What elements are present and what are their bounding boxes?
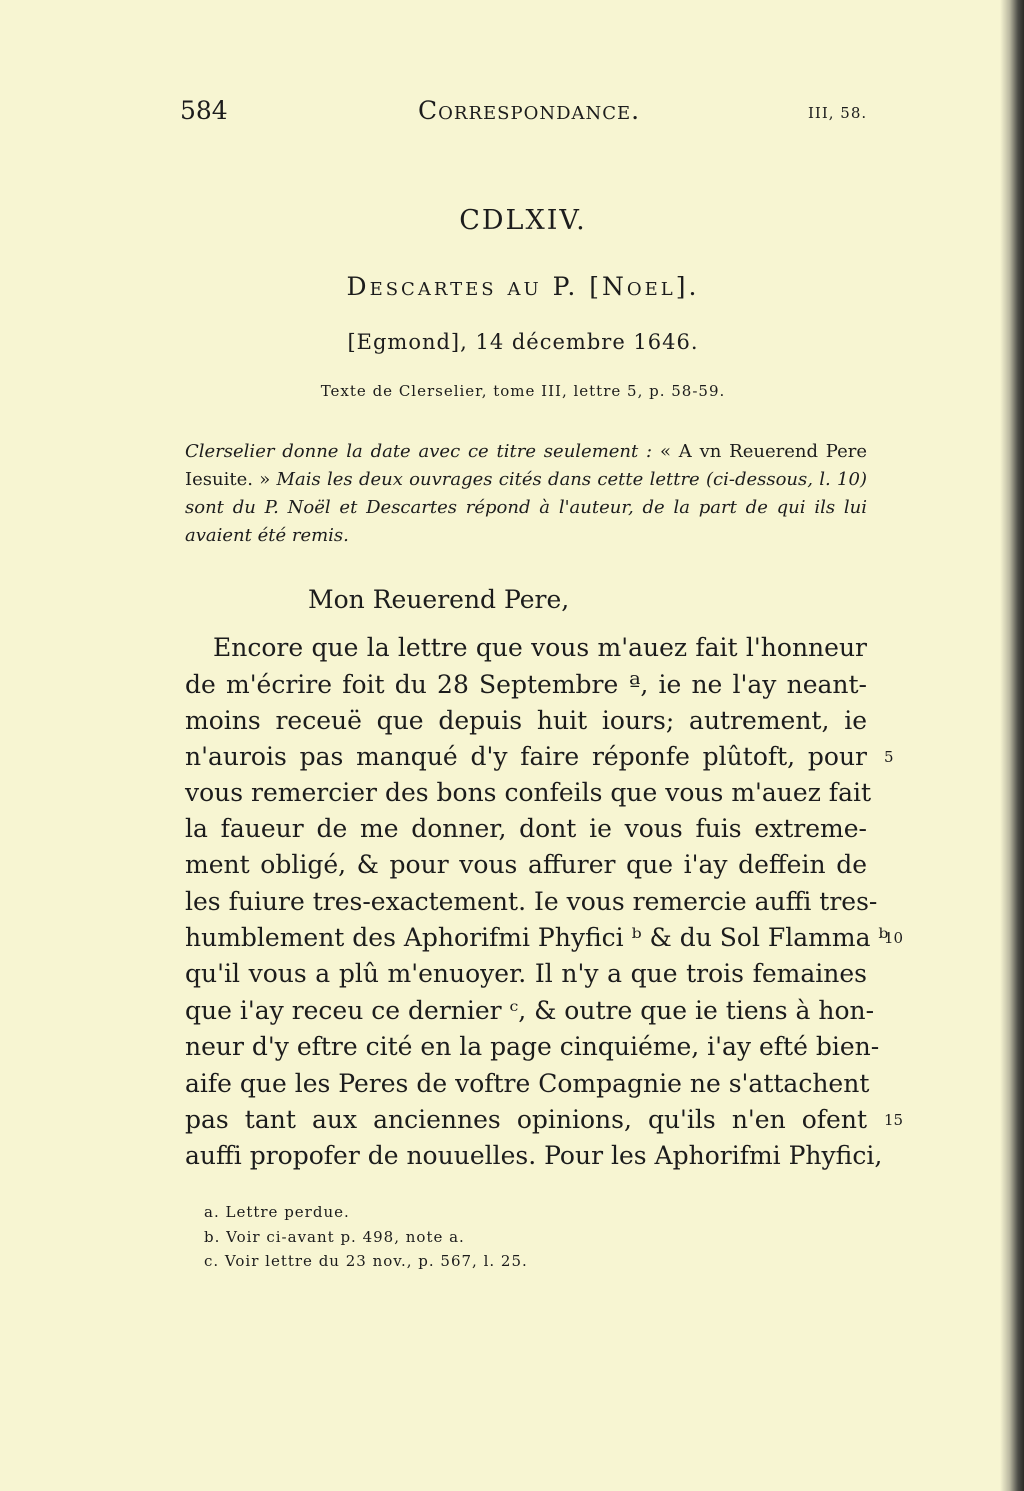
margin-line-number: 15 — [884, 1111, 904, 1129]
editorial-note-part2: Mais les deux ouvrages cités dans cette lettre (ci-dessous, l. 10) sont du P. Noël et Descartes répond à l'auteur, de la part de qui ils lui avaient été remis. — [185, 469, 867, 546]
body-line: auffi propofer de nouuelles. Pour les Aphorifmi Phyfici, — [185, 1141, 883, 1170]
letter-number: CDLXIV. — [459, 205, 587, 236]
salutation: Mon Reuerend Pere, — [308, 585, 570, 614]
body-line: pas tant aux anciennes opinions, qu'ils n'en ofent — [185, 1105, 867, 1134]
body-line: humblement des Aphorifmi Phyfici ᵇ & du Sol Flamma ᵇ — [185, 923, 889, 952]
editorial-note-quote: « A vn Reuerend Pere Iesuite. » — [185, 441, 867, 490]
body-line: que i'ay receu ce dernier ᶜ, & outre que ie tiens à hon- — [185, 996, 875, 1025]
body-line: les fuiure tres-exactement. Ie vous remercie auffi tres- — [185, 887, 878, 916]
running-title: Correspondance. — [418, 96, 641, 125]
page-number: 584 — [180, 96, 228, 125]
letter-place-date: [Egmond], 14 décembre 1646. — [347, 330, 699, 354]
editorial-note-part1: Clerselier donne la date avec ce titre seulement : — [185, 441, 660, 462]
body-line: Encore que la lettre que vous m'auez fait l'honneur — [213, 633, 867, 662]
letter-heading: Descartes au P. [Noel]. — [346, 272, 700, 301]
body-line: vous remercier des bons confeils que vous m'auez fait — [185, 778, 872, 807]
margin-line-number: 5 — [884, 748, 894, 766]
footnote: c. Voir lettre du 23 nov., p. 567, l. 25. — [204, 1252, 528, 1270]
body-line: neur d'y eftre cité en la page cinquiéme, i'ay efté bien- — [185, 1032, 880, 1061]
body-line: la faueur de me donner, dont ie vous fuis extreme- — [185, 814, 867, 843]
footnote: b. Voir ci-avant p. 498, note a. — [204, 1228, 465, 1246]
body-line: ment obligé, & pour vous affurer que i'ay deffein de — [185, 850, 867, 879]
source-note: Texte de Clerselier, tome III, lettre 5, p. 58-59. — [320, 382, 726, 400]
body-line: aife que les Peres de voftre Compagnie ne s'attachent — [185, 1069, 870, 1098]
body-line: n'aurois pas manqué d'y faire réponfe plûtoft, pour — [185, 742, 867, 771]
margin-line-number: 10 — [884, 929, 904, 947]
editorial-note — [185, 438, 867, 550]
page-edge-shadow — [1000, 0, 1024, 1491]
body-line: moins receuë que depuis huit iours; autrement, ie — [185, 706, 867, 735]
body-line: de m'écrire foit du 28 Septembre ª, ie ne l'ay neant- — [185, 670, 867, 699]
volume-reference: III, 58. — [808, 104, 868, 122]
body-line: qu'il vous a plû m'enuoyer. Il n'y a que trois femaines — [185, 959, 867, 988]
footnote: a. Lettre perdue. — [204, 1203, 350, 1221]
